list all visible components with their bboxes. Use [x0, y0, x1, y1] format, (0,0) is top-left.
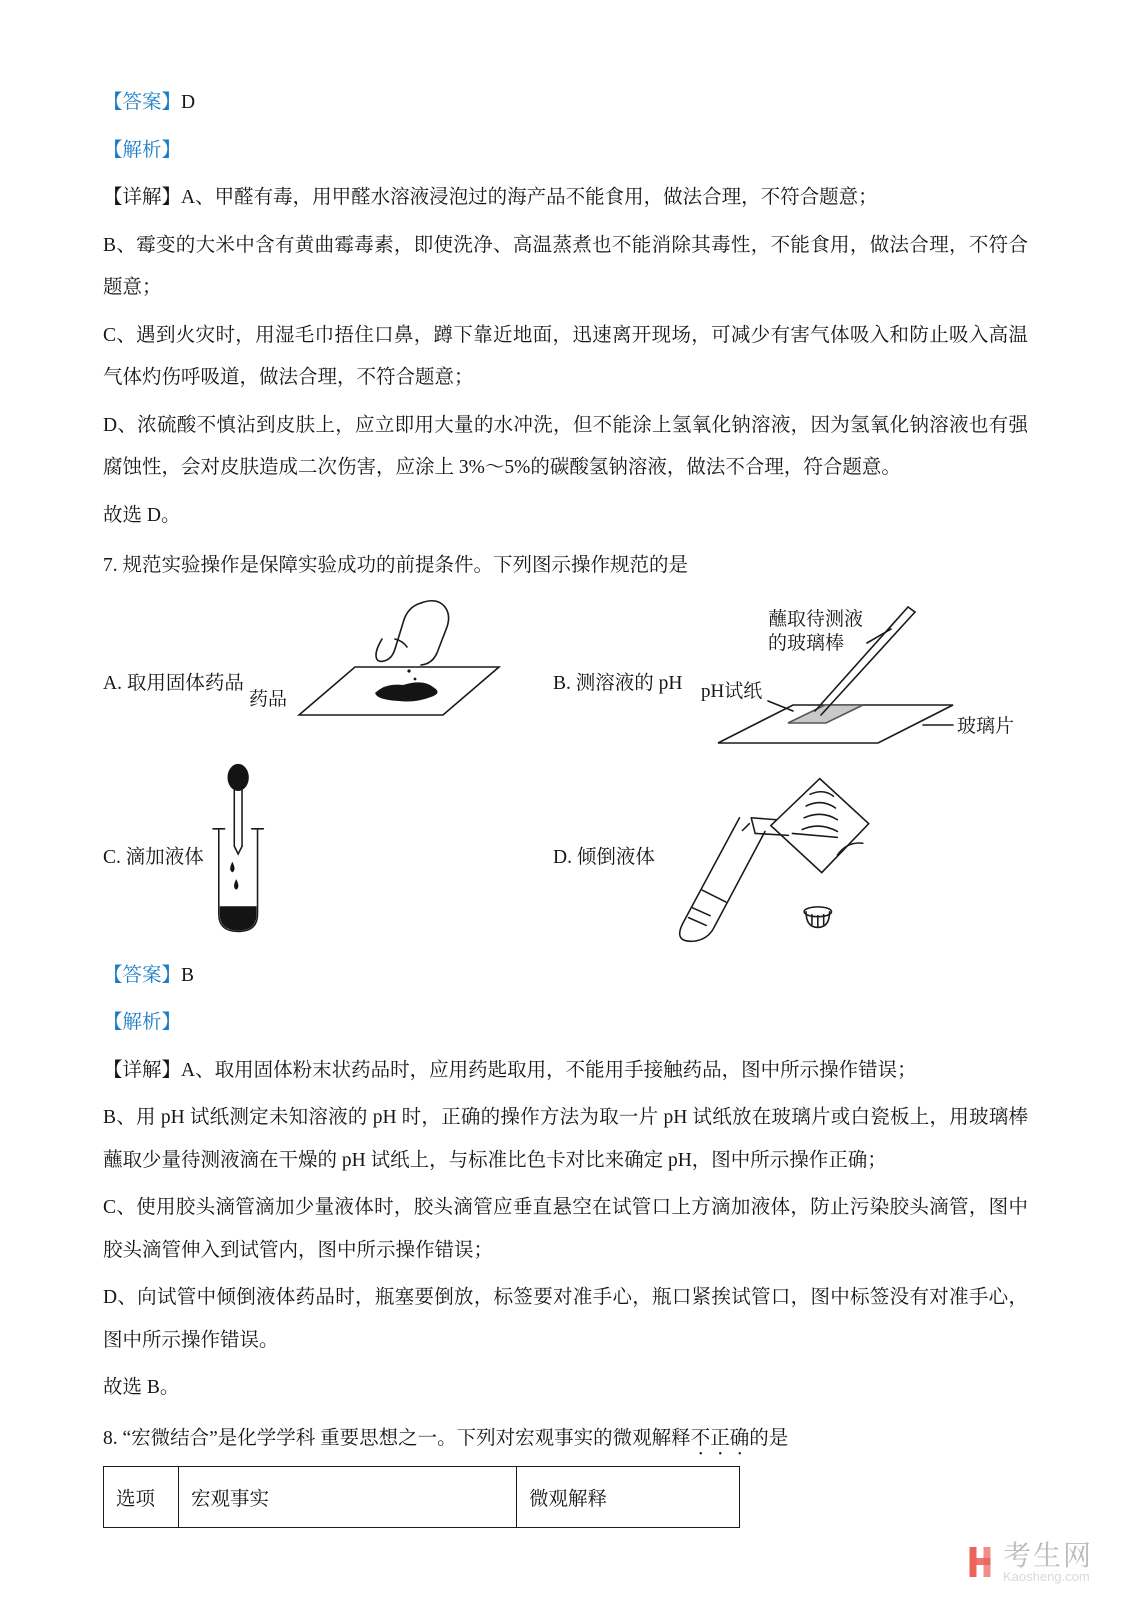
q8-stem-post: 的是	[749, 1427, 789, 1449]
q7-detail-paragraph: C、使用胶头滴管滴加少量液体时，胶头滴管应垂直悬空在试管口上方滴加液体，防止污染胶头滴管，图中胶头滴管伸入到试管内，图中所示操作错误；	[103, 1197, 1028, 1261]
fig-b-rod-label-line1: 蘸取待测液	[768, 608, 864, 630]
fig-a-caption: 药品	[249, 688, 288, 710]
rod-label-leader-line	[867, 629, 891, 643]
reagent-bottle-shape	[742, 778, 868, 872]
analysis-label: 【解析】	[103, 1012, 182, 1033]
hand-icon	[802, 791, 863, 854]
tilted-test-tube-shape	[680, 817, 765, 941]
q8-table-header-row	[104, 1467, 740, 1528]
q7-detail-paragraph: 【详解】A、取用固体粉末状药品时，应用药匙取用，不能用手接触药品，图中所示操作错误；	[103, 1059, 917, 1081]
kaosheng-logo-icon	[966, 1545, 996, 1579]
q8-stem-pre: 8. “宏微结合”是化学学科 重要思想之一。下列对宏观事实的微观解释	[103, 1427, 691, 1449]
q7-answer-line	[103, 955, 1028, 998]
fig-b-paper-label: pH试纸	[701, 680, 763, 702]
tube-liquid-shape	[220, 906, 257, 930]
hand-icon	[376, 600, 449, 664]
paper-label-leader-line	[768, 701, 793, 711]
q6-detail-paragraph: B、霉变的大米中含有黄曲霉毒素，即使洗净、高温蒸煮也不能消除其毒性，不能食用，做法合理，不符合题意；	[103, 234, 1028, 298]
q7-stem: 7. 规范实验操作是保障实验成功的前提条件。下列图示操作规范的是	[103, 555, 689, 576]
q6-analysis-line	[103, 130, 1028, 173]
q7-option-c	[103, 761, 553, 947]
q7-detail-paragraph: B、用 pH 试纸测定未知溶液的 pH 时，正确的操作方法为取一片 pH 试纸放在玻璃片或白瓷板上，用玻璃棒蘸取少量待测液滴在干燥的 pH 试纸上，与标准比色卡对比来确定 pH，图中所示操作正确；	[103, 1107, 1028, 1171]
answer-value: B	[181, 964, 195, 986]
answer-label: 【答案】	[103, 92, 182, 113]
q7-option-a	[103, 593, 553, 761]
q6-answer-line	[103, 82, 1028, 125]
q7-option-b	[553, 593, 1028, 761]
option-d-label: D. 倾倒液体	[553, 846, 655, 868]
analysis-label: 【解析】	[103, 139, 182, 161]
option-b-label: B. 测溶液的 pH	[553, 672, 683, 694]
q7-analysis-line	[103, 1002, 1028, 1045]
fig-b-slide-label: 玻璃片	[957, 715, 1015, 737]
q6-detail-paragraph: D、浓硫酸不慎沾到皮肤上，应立即用大量的水冲洗，但不能涂上氢氧化钠溶液，因为氢氧化钠溶液也有强腐蚀性，会对皮肤造成二次伤害，应涂上 3%～5%的碳酸氢钠溶液，做法不合理，符合题意。	[103, 414, 1028, 478]
option-a-label: A. 取用固体药品	[103, 672, 244, 694]
q8-table	[103, 1466, 740, 1528]
q8-header-macro-fact: 宏观事实	[179, 1467, 517, 1528]
bottle-stopper-shape	[804, 906, 831, 927]
q8-header-option: 选项	[104, 1467, 179, 1528]
answer-value: D	[181, 92, 196, 113]
liquid-drop-shape	[234, 879, 238, 890]
q7-option-d	[553, 761, 1028, 947]
q8-stem	[103, 1418, 1028, 1461]
q8-stem-emphasized: 不正确	[690, 1427, 750, 1449]
q6-detail-paragraph: C、遇到火灾时，用湿毛巾捂住口鼻，蹲下靠近地面，迅速离开现场，可减少有害气体吸入和防止吸入高温气体灼伤呼吸道，做法合理，不符合题意；	[103, 324, 1028, 388]
fig-b-rod-label-line2: 的玻璃棒	[768, 632, 845, 654]
watermark-site-name: 考生网	[1002, 1539, 1093, 1571]
option-c-label: C. 滴加液体	[103, 846, 204, 868]
q6-detail-paragraph: 【详解】A、甲醛有毒，用甲醛水溶液浸泡过的海产品不能食用，做法合理，不符合题意；	[103, 187, 878, 208]
q6-conclusion: 故选 D。	[103, 504, 181, 526]
dropper-diagram	[188, 761, 298, 945]
q7-figure-grid	[103, 593, 1028, 947]
watermark	[966, 1541, 1093, 1584]
watermark-site-domain: Kaosheng.com	[1002, 1569, 1090, 1585]
pouring-liquid-diagram	[643, 761, 883, 947]
dropper-bulb-shape	[228, 763, 249, 790]
answer-label: 【答案】	[103, 964, 182, 986]
liquid-drop-shape	[230, 861, 234, 872]
q7-detail-paragraph: D、向试管中倾倒液体药品时，瓶塞要倒放，标签要对准手心，瓶口紧挨试管口，图中标签没有对准手心，图中所示操作错误。	[103, 1287, 1028, 1351]
q7-conclusion: 故选 B。	[103, 1377, 180, 1398]
q8-header-micro-explanation: 微观解释	[517, 1467, 740, 1528]
